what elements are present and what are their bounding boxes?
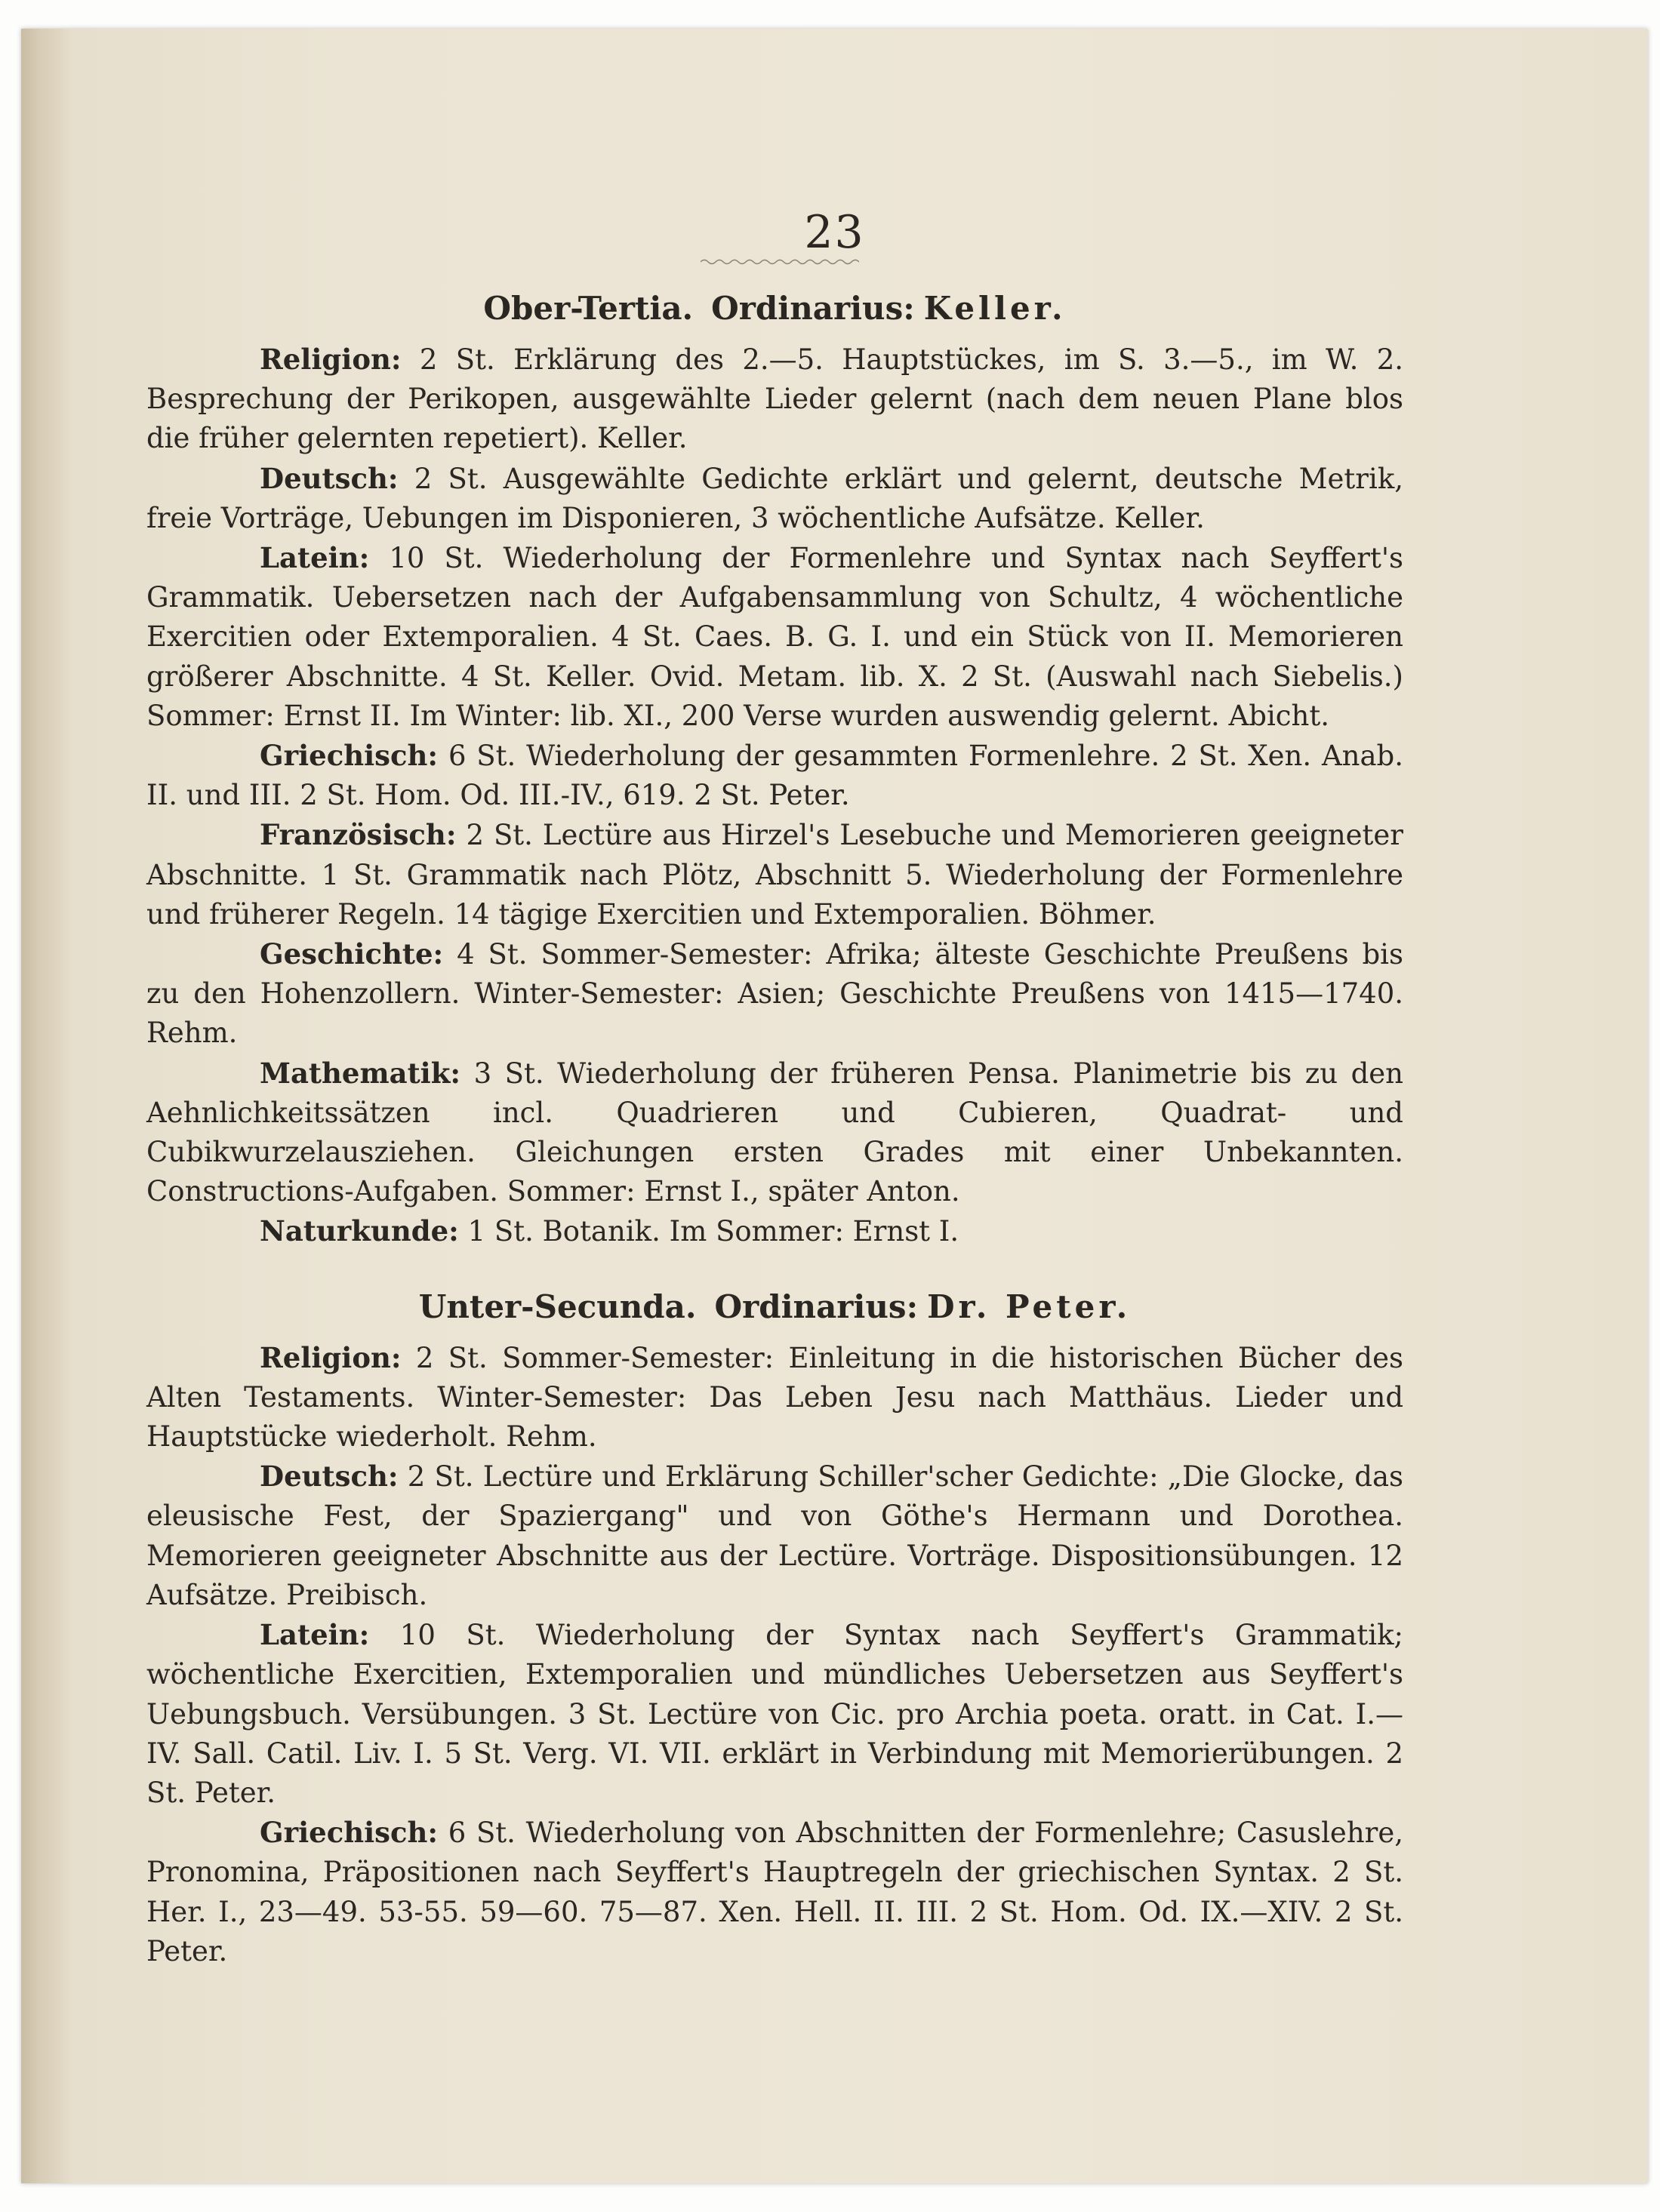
subject-text: 2 St. Erklärung des 2.—5. Hauptstückes, im S. 3.—5., im W. 2. Besprechung der Perikopen, ausgewählte Lieder gelernt (nach dem neuen Plane blos die früher gelernten repetiert). Keller. (146, 343, 1403, 455)
ordinarius-label: Ordinarius: (711, 290, 915, 327)
subject-name: Französisch: (260, 818, 457, 852)
subject-text: 4 St. Sommer-Semester: Afrika; älteste Geschichte Preußens bis zu den Hohenzollern. Winter-Semester: Asien; Geschichte Preußens von 1415—1740. Rehm. (146, 938, 1403, 1050)
ordinarius-label: Ordinarius: (714, 1288, 919, 1325)
subject-name: Mathematik: (260, 1056, 461, 1090)
subject-text: 2 St. Sommer-Semester: Einleitung in die historischen Bücher des Alten Testaments. Winter-Semester: Das Leben Jesu nach Matthäus. Lieder und Hauptstücke wiederholt. Rehm. (146, 1341, 1403, 1454)
page-number: 23 (804, 206, 865, 259)
subject-text: 10 St. Wiederholung der Formenlehre und Syntax nach Seyffert's Grammatik. Uebersetzen nach der Aufgabensammlung von Schultz, 4 wöchentliche Exercitien oder Extemporalien. 4 St. Caes. B. G. I. und ein Stück von II. Memorieren größerer Abschnitte. 4 St. Keller. Ovid. Metam. lib. X. 2 St. (Auswahl nach Siebelis.) Sommer: Ernst II. Im Winter: lib. XI., 200 Verse wurden auswendig gelernt. Abicht. (146, 542, 1403, 732)
subject-name: Deutsch: (260, 1460, 399, 1494)
subject-text: 6 St. Wiederholung von Abschnitten der Formenlehre; Casuslehre, Pronomina, Präpositionen nach Seyffert's Hauptregeln der griechischen Syntax. 2 St. Her. I., 23—49. 53-55. 59—60. 75—87. Xen. Hell. II. III. 2 St. Hom. Od. IX.—XIV. 2 St. Peter. (146, 1817, 1404, 1967)
subject-entry (146, 934, 1403, 1054)
ordinarius-name: Dr. Peter. (927, 1288, 1132, 1325)
subject-name: Griechisch: (260, 1816, 439, 1850)
class-name: Unter-Secunda. (418, 1288, 697, 1325)
subject-entry (146, 1338, 1403, 1457)
subject-name: Religion: (260, 343, 402, 376)
subject-text: 1 St. Botanik. Im Sommer: Ernst I. (467, 1215, 959, 1248)
ordinarius-name: Keller. (923, 290, 1067, 327)
subject-text: 10 St. Wiederholung der Syntax nach Seyffert's Grammatik; wöchentliche Exercitien, Extemporalien und mündliches Uebersetzen aus Seyffert's Uebungsbuch. Versübungen. 3 St. Lectüre von Cic. pro Archia poeta. oratt. in Cat. I.—IV. Sall. Catil. Liv. I. 5 St. Verg. VI. VII. erklärt in Verbindung mit Memorierübungen. 2 St. Peter. (146, 1619, 1404, 1809)
subject-name: Naturkunde: (260, 1214, 459, 1248)
subject-text: 2 St. Ausgewählte Gedichte erklärt und gelernt, deutsche Metrik, freie Vorträge, Uebungen im Disponieren, 3 wöchentliche Aufsätze. Keller. (146, 462, 1403, 534)
subject-text: 3 St. Wiederholung der früheren Pensa. Planimetrie bis zu den Aehnlichkeitssätzen incl. Quadrieren und Cubieren, Quadrat- und Cubikwurzelausziehen. Gleichungen ersten Grades mit einer Unbekannten. Constructions-Aufgaben. Sommer: Ernst I., später Anton. (146, 1057, 1403, 1208)
page-spine-shadow (21, 29, 74, 2183)
subject-entry (146, 1211, 1403, 1251)
subject-entry (146, 1457, 1403, 1615)
subject-entry (146, 340, 1403, 459)
subject-name: Geschichte: (260, 937, 444, 971)
subject-name: Griechisch: (260, 739, 439, 773)
subject-text: 6 St. Wiederholung der gesammten Formenlehre. 2 St. Xen. Anab. II. und III. 2 St. Hom. Od. III.-IV., 619. 2 St. Peter. (146, 740, 1404, 812)
subject-entry (146, 815, 1403, 934)
subject-name: Latein: (260, 1618, 370, 1652)
subject-entry (146, 1615, 1403, 1813)
subject-name: Religion: (260, 1340, 402, 1374)
subject-entry (146, 459, 1403, 538)
section-heading-ober-tertia (146, 278, 1403, 340)
subject-text: 2 St. Lectüre und Erklärung Schiller'scher Gedichte: „Die Glocke, das eleusische Fest, der Spaziergang" und von Göthe's Hermann und Dorothea. Memorieren geeigneter Abschnitte aus der Lectüre. Vorträge. Dispositionsübungen. 12 Aufsätze. Preibisch. (146, 1460, 1403, 1611)
subject-text: 2 St. Lectüre aus Hirzel's Lesebuche und Memorieren geeigneter Abschnitte. 1 St. Grammatik nach Plötz, Abschnitt 5. Wiederholung der Formenlehre und früherer Regeln. 14 tägige Exercitien und Extemporalien. Böhmer. (146, 819, 1403, 931)
class-name: Ober-Tertia. (483, 290, 694, 327)
subject-name: Deutsch: (260, 461, 399, 495)
subject-entry (146, 538, 1403, 736)
subject-entry (146, 1813, 1403, 1971)
ornament-divider (701, 257, 859, 267)
book-page (21, 29, 1648, 2183)
page-body (146, 278, 1403, 1971)
subject-entry (146, 1054, 1403, 1212)
section-heading-unter-secunda (146, 1276, 1403, 1338)
subject-entry (146, 736, 1403, 815)
subject-name: Latein: (260, 541, 370, 575)
